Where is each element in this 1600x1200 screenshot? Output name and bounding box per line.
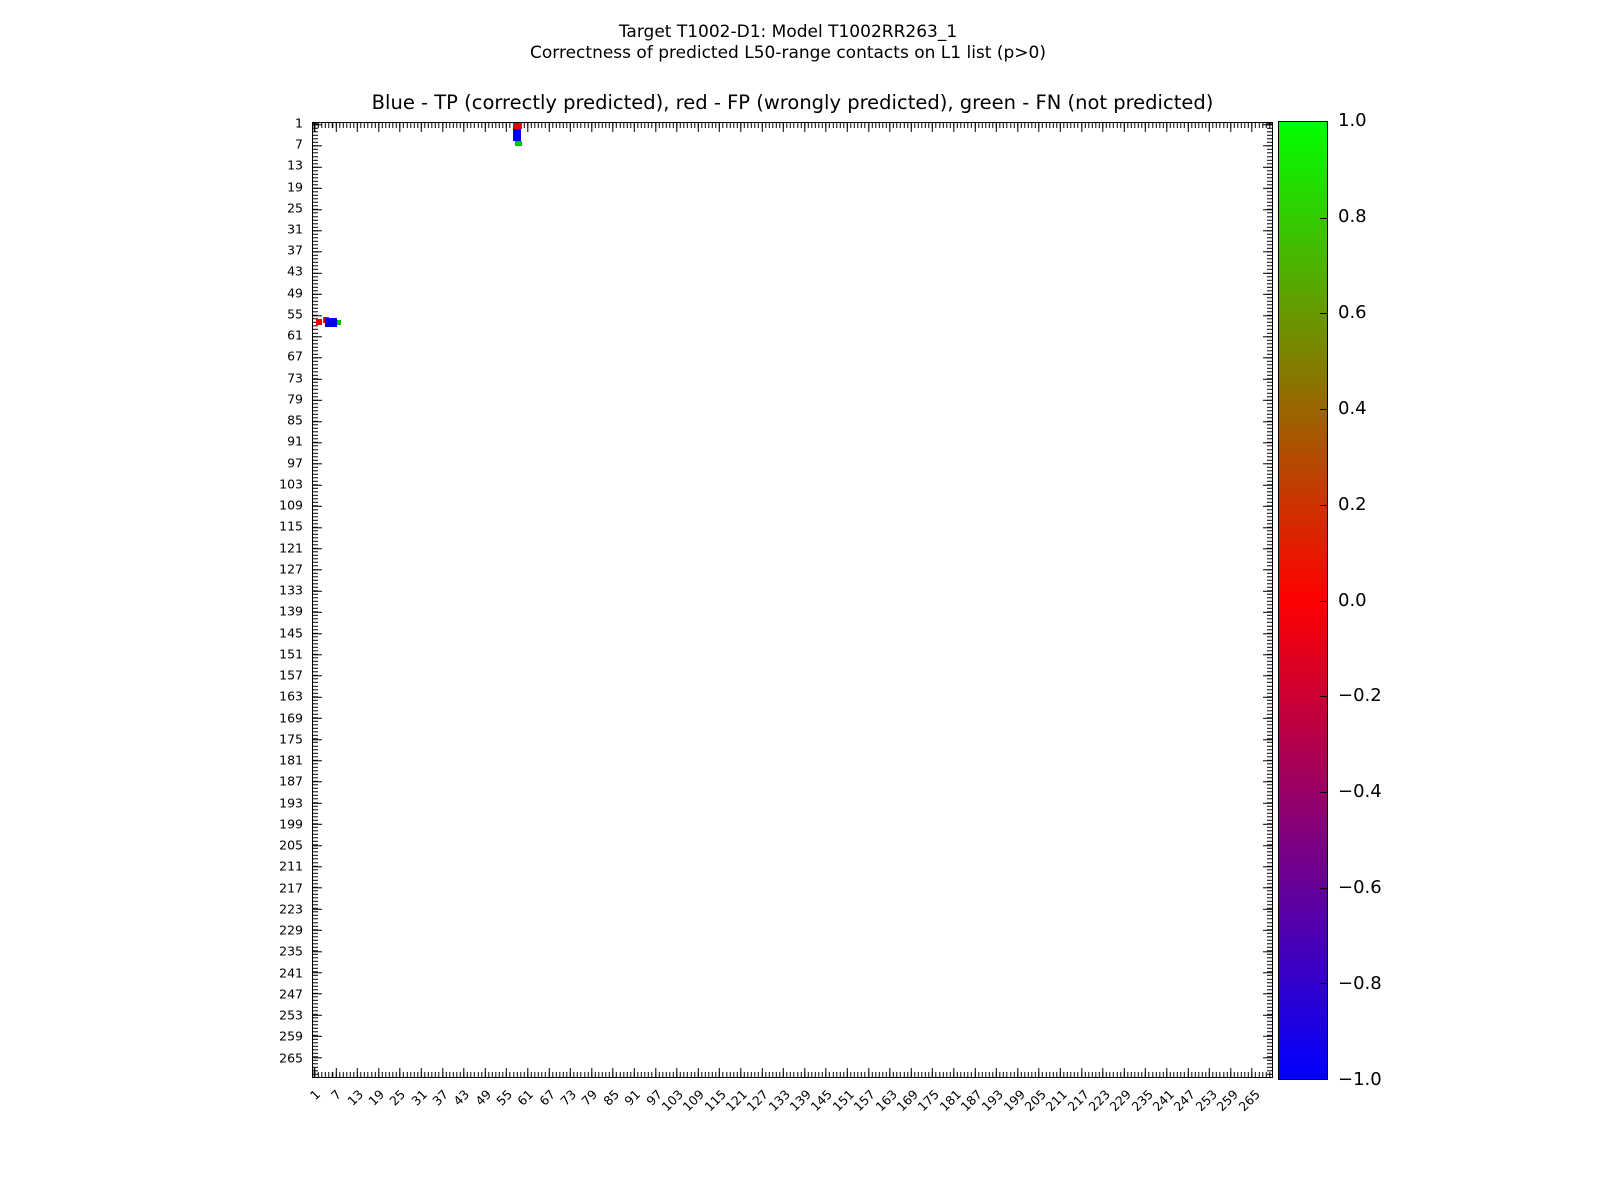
x-tick-label: 139 (786, 1086, 815, 1115)
colorbar-tick-label: 0.8 (1338, 205, 1367, 227)
mark-fn (337, 320, 342, 325)
y-tick-label: 25 (287, 200, 303, 216)
y-tick-label: 103 (279, 476, 303, 492)
colorbar-tick-label: 0.0 (1338, 589, 1367, 611)
colorbar-tick-labels (1338, 110, 1418, 1090)
y-tick-label: 145 (279, 625, 303, 641)
colorbar-tick (1320, 313, 1327, 314)
y-tick-label: 133 (279, 582, 303, 598)
y-tick-label: 73 (287, 370, 303, 386)
x-tick-label: 25 (386, 1086, 409, 1109)
y-tick-label: 265 (279, 1050, 303, 1066)
x-tick-label: 61 (514, 1086, 537, 1109)
y-tick-label: 7 (295, 136, 303, 152)
y-tick-label: 13 (287, 157, 303, 173)
y-tick-label: 163 (279, 688, 303, 704)
colorbar-tick-label: −0.4 (1338, 781, 1382, 803)
y-tick-label: 181 (279, 752, 303, 768)
x-tick-label: 187 (957, 1086, 985, 1115)
colorbar-tick-label: 0.6 (1338, 301, 1367, 323)
colorbar-tick (1320, 792, 1327, 793)
y-tick-label: 1 (295, 115, 303, 131)
y-tick-label: 187 (279, 773, 303, 789)
y-tick-label: 259 (279, 1028, 303, 1044)
y-tick-label: 31 (287, 221, 303, 237)
x-tick-label: 97 (642, 1086, 665, 1109)
colorbar-tick-label: −0.6 (1338, 877, 1382, 899)
x-tick-label: 205 (1021, 1086, 1050, 1115)
x-tick-label: 43 (450, 1086, 473, 1109)
x-tick-label: 49 (471, 1086, 494, 1109)
mark-fn (515, 141, 522, 146)
mark-tp (325, 318, 337, 326)
x-tick-label: 109 (679, 1086, 708, 1115)
x-tick-label: 157 (850, 1086, 879, 1115)
x-tick-label: 67 (536, 1086, 558, 1109)
colorbar-tick-label: 0.2 (1338, 493, 1367, 515)
x-tick-label: 31 (407, 1086, 430, 1109)
y-tick-label: 127 (279, 561, 303, 577)
x-tick-label: 73 (557, 1086, 580, 1109)
x-tick-label: 91 (621, 1086, 644, 1109)
y-tick-label: 247 (279, 986, 303, 1002)
y-tick-label: 61 (287, 327, 303, 343)
x-tick-label: 115 (701, 1086, 729, 1115)
x-tick-label: 247 (1171, 1086, 1199, 1115)
y-tick-label: 37 (287, 242, 303, 258)
colorbar-tick (1320, 983, 1327, 984)
mark-fp (316, 319, 322, 325)
figure-suptitle (0, 22, 1576, 64)
y-tick-label: 253 (279, 1007, 303, 1023)
y-tick-label: 109 (279, 497, 303, 513)
y-tick-label: 217 (279, 880, 303, 896)
x-tick-label: 241 (1149, 1086, 1178, 1115)
y-tick-label: 49 (287, 285, 303, 301)
x-tick-label: 1 (306, 1086, 323, 1103)
x-tick-label: 7 (328, 1086, 345, 1103)
x-tick-label: 193 (978, 1086, 1007, 1115)
x-tick-label: 13 (343, 1086, 366, 1109)
y-tick-label: 79 (287, 391, 303, 407)
y-axis-tick-labels (0, 115, 303, 1078)
colorbar (1278, 121, 1328, 1080)
x-tick-label: 19 (365, 1086, 388, 1109)
y-tick-label: 199 (279, 816, 303, 832)
colorbar-tick-label: 0.4 (1338, 397, 1367, 419)
y-tick-label: 67 (287, 348, 303, 364)
x-tick-label: 217 (1064, 1086, 1092, 1115)
x-tick-label: 163 (872, 1086, 900, 1115)
x-tick-label: 229 (1106, 1086, 1135, 1115)
colorbar-tick (1320, 696, 1327, 697)
x-tick-label: 223 (1085, 1086, 1114, 1115)
y-tick-label: 91 (287, 433, 303, 449)
colorbar-tick (1320, 409, 1327, 410)
colorbar-tick-label: −1.0 (1338, 1069, 1382, 1090)
x-tick-label: 181 (936, 1086, 964, 1115)
y-tick-label: 193 (279, 795, 303, 811)
y-tick-label: 55 (287, 306, 303, 322)
colorbar-tick (1320, 601, 1327, 602)
x-tick-label: 175 (914, 1086, 943, 1115)
y-tick-label: 157 (279, 667, 303, 683)
figure-suptitle-line1: Target T1002-D1: Model T1002RR263_1 (618, 22, 958, 42)
y-tick-label: 97 (287, 455, 303, 471)
x-tick-label: 211 (1042, 1086, 1071, 1115)
y-tick-label: 19 (287, 179, 303, 194)
x-tick-label: 253 (1192, 1086, 1220, 1115)
y-tick-label: 43 (287, 263, 303, 279)
x-tick-label: 55 (493, 1086, 516, 1109)
x-tick-label: 235 (1128, 1086, 1156, 1115)
colorbar-tick (1320, 505, 1327, 506)
y-tick-label: 115 (279, 518, 303, 534)
x-tick-label: 121 (722, 1086, 751, 1115)
y-tick-label: 169 (279, 710, 303, 726)
colorbar-tick-label: 1.0 (1338, 110, 1367, 131)
x-tick-label: 37 (429, 1086, 452, 1109)
x-tick-label: 133 (765, 1086, 793, 1115)
y-tick-label: 85 (287, 412, 303, 428)
x-tick-label: 199 (1000, 1086, 1028, 1115)
y-tick-label: 229 (279, 922, 303, 938)
x-tick-label: 103 (658, 1086, 687, 1115)
x-tick-label: 169 (893, 1086, 921, 1115)
y-tick-label: 235 (279, 943, 303, 959)
colorbar-tick-label: −0.2 (1338, 685, 1382, 707)
y-tick-label: 211 (279, 858, 303, 874)
y-tick-label: 223 (279, 901, 303, 917)
x-tick-label: 259 (1213, 1086, 1242, 1115)
x-tick-label: 145 (808, 1086, 836, 1115)
y-tick-label: 139 (279, 603, 303, 619)
x-tick-label: 79 (578, 1086, 601, 1109)
x-tick-label: 265 (1235, 1086, 1263, 1115)
y-tick-label: 175 (279, 731, 303, 747)
axes-title: Blue - TP (correctly predicted), red - FP (wrongly predicted), green - FN (not predicted) (371, 91, 1214, 114)
plot-area (312, 122, 1273, 1078)
x-tick-label: 127 (743, 1086, 772, 1115)
plot-points (313, 123, 1272, 1077)
y-tick-label: 151 (279, 646, 303, 662)
x-axis-tick-labels (306, 1081, 1273, 1151)
colorbar-tick (1320, 218, 1327, 219)
mark-tp (513, 129, 521, 141)
colorbar-tick-label: −0.8 (1338, 973, 1382, 995)
y-tick-label: 121 (279, 540, 303, 556)
y-tick-label: 241 (279, 965, 303, 981)
y-tick-label: 205 (279, 837, 303, 853)
x-tick-label: 85 (600, 1086, 622, 1109)
figure-suptitle-line2: Correctness of predicted L50-range contacts on L1 list (p>0) (530, 43, 1046, 63)
colorbar-tick (1320, 888, 1327, 889)
plot-inner (313, 123, 1272, 1077)
x-tick-label: 151 (829, 1086, 857, 1115)
